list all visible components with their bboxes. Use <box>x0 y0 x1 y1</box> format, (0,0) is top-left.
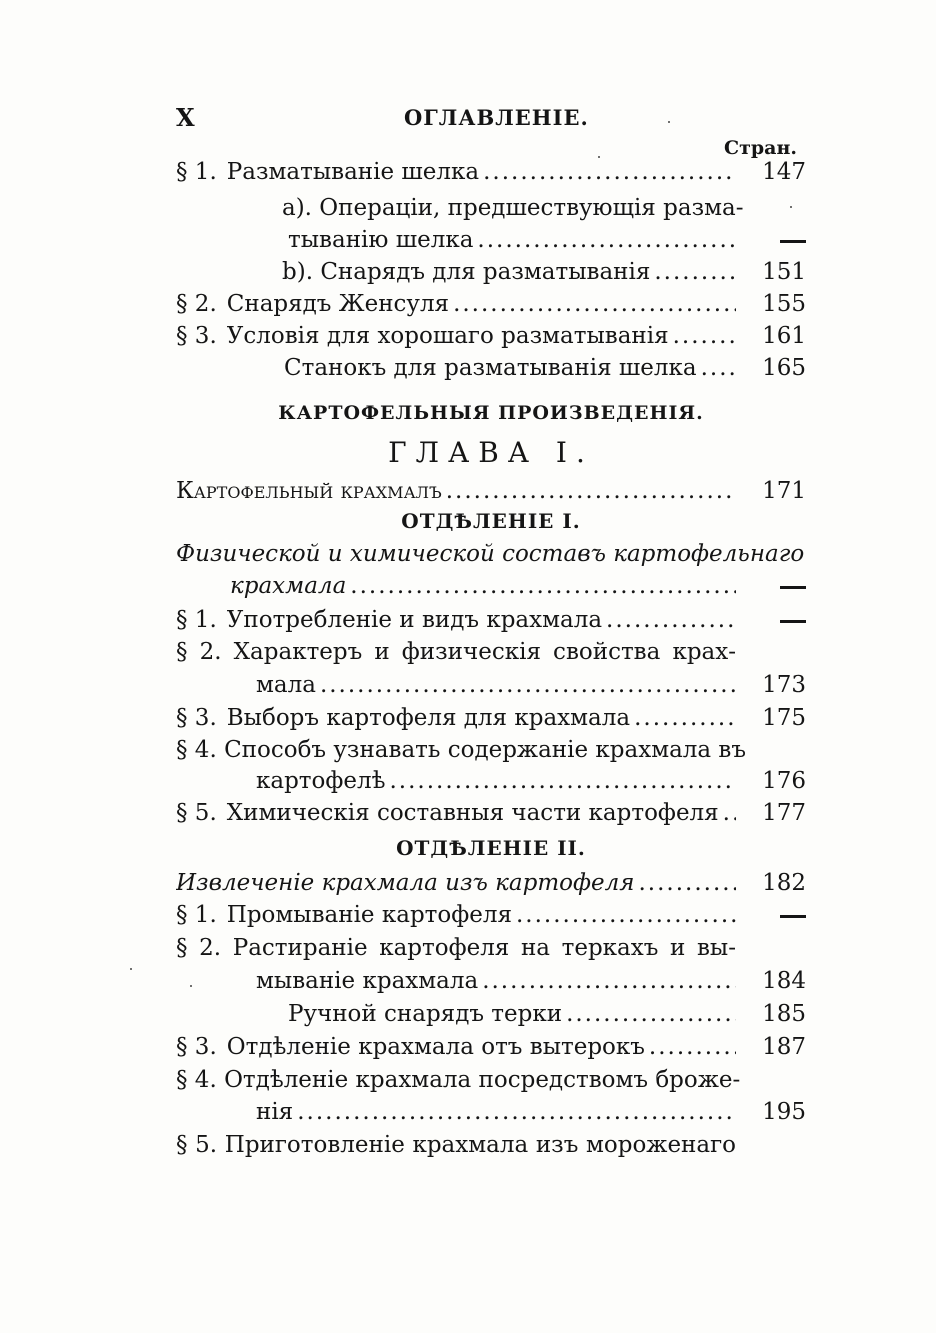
leader-dots <box>701 352 736 384</box>
toc-entry <box>176 604 806 636</box>
ditto-dash <box>780 240 806 243</box>
scan-speck <box>190 985 192 987</box>
leader-dots <box>297 1096 736 1128</box>
toc-entry <box>176 669 806 701</box>
leader-dots <box>606 604 736 636</box>
section-title-line: Извлеченіе крахмала изъ картофеля <box>176 870 635 896</box>
leader-dots <box>446 475 736 507</box>
page-ref: 182 <box>762 870 806 896</box>
entry-text: Выборъ картофеля для крахмала <box>226 705 631 731</box>
leader-dots <box>639 867 737 899</box>
entry-text: мала <box>256 672 316 698</box>
toc-entry <box>176 899 806 931</box>
toc-entry <box>176 320 806 352</box>
page-ref: 184 <box>762 968 806 994</box>
toc-entry <box>176 932 806 964</box>
entry-marker: § 3. <box>176 1034 217 1060</box>
entry-marker: § 3. <box>176 705 217 731</box>
entry-text: Отдѣленіе крахмала отъ вытерокъ <box>226 1034 645 1060</box>
toc-entry <box>176 797 806 829</box>
toc-entry <box>176 1064 806 1096</box>
page-ref: 147 <box>762 159 806 185</box>
page-ref: 171 <box>762 478 806 504</box>
leader-dots <box>320 669 736 701</box>
section-title-line: крахмала <box>230 573 347 599</box>
toc-entry <box>176 998 806 1030</box>
leader-dots <box>483 156 736 188</box>
entry-text: нія <box>256 1099 294 1125</box>
section-title <box>176 867 806 899</box>
page-ref <box>750 570 806 602</box>
page-number: X <box>176 103 195 132</box>
leader-dots <box>453 288 736 320</box>
entry-text: b). Снарядъ для разматыванія <box>282 259 651 285</box>
page-ref: 161 <box>762 323 806 349</box>
page-ref: 187 <box>762 1034 806 1060</box>
leader-dots <box>566 998 736 1030</box>
section-heading: ОТДѢЛЕНІЕ I. <box>401 509 581 533</box>
toc-entry <box>176 352 806 384</box>
entry-text <box>176 734 747 766</box>
leader-dots <box>673 320 736 352</box>
toc-entry <box>176 475 806 507</box>
page-ref <box>750 604 806 636</box>
entry-text: а). Операціи, предшествующія разма- <box>282 195 744 221</box>
toc-entry <box>176 1031 806 1063</box>
scan-speck <box>130 968 132 970</box>
entry-text: Химическія составныя части картофеля <box>226 800 719 826</box>
page-ref: 177 <box>762 800 806 826</box>
entry-text-content: Способъ узнавать содержаніе крахмала въ <box>224 737 747 763</box>
entry-text: Ручной снарядъ терки <box>288 1001 563 1027</box>
entry-marker: § 5. <box>176 800 217 826</box>
leader-dots <box>654 256 736 288</box>
entry-text <box>176 636 736 668</box>
leader-dots <box>482 965 736 997</box>
page-ref: 176 <box>762 768 806 794</box>
entry-text-content: Приготовленіе крахмала изъ мороженаго <box>224 1132 736 1158</box>
entry-marker: § 2. <box>176 639 222 665</box>
page-ref <box>750 899 806 931</box>
toc-entry <box>176 1129 806 1161</box>
entry-marker: § 5. <box>176 1132 218 1158</box>
entry-text-content: Растираніе картофеля на теркахъ и вы- <box>232 935 736 961</box>
entry-marker: § 1. <box>176 902 217 928</box>
toc-entry <box>176 636 806 668</box>
leader-dots <box>634 702 736 734</box>
entry-text: картофелѣ <box>256 768 386 794</box>
entry-marker: § 4. <box>176 1067 217 1093</box>
page-ref: 185 <box>762 1001 806 1027</box>
leader-dots <box>649 1031 736 1063</box>
entry-text: Промываніе картофеля <box>226 902 512 928</box>
toc-entry <box>176 156 806 188</box>
entry-marker: § 2. <box>176 291 217 317</box>
section-title-line: Физической и химической составъ картофельнаго <box>176 541 805 567</box>
ditto-dash <box>780 915 806 918</box>
leader-dots <box>723 797 736 829</box>
entry-text: Условія для хорошаго разматыванія <box>226 323 669 349</box>
entry-text <box>176 1129 736 1161</box>
page-ref: 151 <box>762 259 806 285</box>
toc-entry <box>176 256 806 288</box>
ditto-dash <box>780 620 806 623</box>
toc-entry <box>176 965 806 997</box>
toc-entry <box>176 1096 806 1128</box>
entry-text: Станокъ для разматыванія шелка <box>284 355 697 381</box>
entry-marker: § 2. <box>176 935 222 961</box>
toc-entry <box>176 734 806 766</box>
entry-marker: § 3. <box>176 323 217 349</box>
chapter-heading: ГЛАВА I. <box>388 436 594 469</box>
page-ref: 155 <box>762 291 806 317</box>
entry-text <box>176 1064 741 1096</box>
entry-text: мываніе крахмала <box>256 968 479 994</box>
entry-text: Употребленіе и видъ крахмала <box>226 607 603 633</box>
toc-entry <box>176 765 806 797</box>
scan-speck <box>598 156 600 158</box>
toc-entry <box>176 224 806 256</box>
entry-text-content: Отдѣленіе крахмала посредствомъ броже- <box>224 1067 741 1093</box>
toc-entry <box>176 192 806 224</box>
entry-text: Снарядъ Женсуля <box>226 291 450 317</box>
toc-entry <box>176 288 806 320</box>
entry-marker: § 4. <box>176 737 217 763</box>
page-ref: 175 <box>762 705 806 731</box>
section-title <box>176 570 806 602</box>
section-title <box>176 538 806 570</box>
running-title: ОГЛАВЛЕНІЕ. <box>404 105 589 130</box>
scan-speck <box>790 206 792 208</box>
section-heading: ОТДѢЛЕНІЕ II. <box>396 836 586 860</box>
toc-entry <box>176 702 806 734</box>
entry-text: тыванію шелка <box>288 227 474 253</box>
entry-text: Картофельный крахмалъ <box>176 478 442 504</box>
scan-speck <box>668 121 670 123</box>
entry-text <box>176 932 736 964</box>
entry-marker: § 1. <box>176 159 217 185</box>
leader-dots <box>350 570 736 602</box>
leader-dots <box>389 765 736 797</box>
leader-dots <box>477 224 736 256</box>
part-heading: КАРТОФЕЛЬНЫЯ ПРОИЗВЕДЕНІЯ. <box>278 402 704 424</box>
entry-marker: § 1. <box>176 607 217 633</box>
entry-text-content: Характеръ и физическія свойства крах- <box>233 639 736 665</box>
leader-dots <box>516 899 736 931</box>
page-ref: 165 <box>762 355 806 381</box>
page-column-label: Стран. <box>724 137 798 159</box>
ditto-dash <box>780 586 806 589</box>
page-ref: 195 <box>762 1099 806 1125</box>
page-ref: 173 <box>762 672 806 698</box>
page-ref <box>750 224 806 256</box>
entry-text: Разматываніе шелка <box>226 159 480 185</box>
